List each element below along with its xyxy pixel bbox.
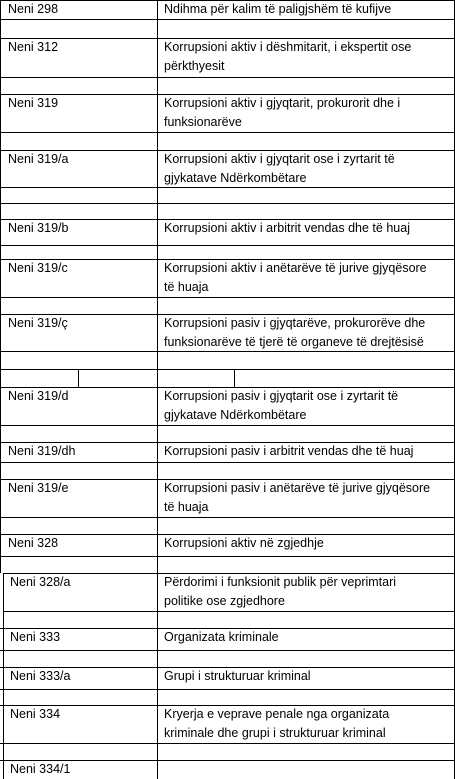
article-description-line: Korrupsioni pasiv i gjyqtarëve, prokurorëve dhe bbox=[164, 316, 426, 330]
table-row-divider bbox=[0, 351, 455, 352]
article-number: Neni 333/a bbox=[10, 669, 71, 683]
table-row-divider bbox=[0, 19, 455, 20]
table-row-divider bbox=[0, 245, 455, 246]
article-number: Neni 328 bbox=[8, 536, 59, 550]
table-row-divider bbox=[0, 689, 455, 690]
article-description-line: Përdorimi i funksionit publik për veprimtari bbox=[164, 575, 397, 589]
table-left-border bbox=[3, 573, 4, 779]
article-description-line: Korrupsioni aktiv në zgjedhje bbox=[164, 536, 324, 550]
article-description-line: përkthyesit bbox=[164, 59, 225, 73]
article-description-line: Korrupsioni pasiv i gjyqtarit ose i zyrtarit të bbox=[164, 389, 399, 403]
article-description-line: funksionarëve të tjerë të organeve të drejtësisë bbox=[164, 335, 424, 349]
article-number: Neni 319/d bbox=[8, 389, 69, 403]
article-number: Neni 319/b bbox=[8, 221, 69, 235]
table-left-border bbox=[0, 0, 1, 573]
article-number: Neni 334/1 bbox=[10, 762, 71, 776]
table-row-divider bbox=[0, 132, 455, 133]
article-number: Neni 298 bbox=[8, 2, 59, 16]
article-description-line: Korrupsioni pasiv i arbitrit vendas dhe të huaj bbox=[164, 444, 414, 458]
table-column-divider bbox=[157, 0, 158, 779]
table-cell-divider bbox=[78, 369, 79, 387]
article-description-line: Organizata kriminale bbox=[164, 630, 279, 644]
article-description-line: Kryerja e veprave penale nga organizata bbox=[164, 707, 390, 721]
article-description-line: kriminale dhe grupi i strukturuar kriminal bbox=[164, 726, 386, 740]
article-number: Neni 319/c bbox=[8, 261, 68, 275]
article-description-line: të huaja bbox=[164, 500, 209, 514]
article-number: Neni 328/a bbox=[10, 575, 71, 589]
table-row-divider bbox=[0, 517, 455, 518]
article-description-line: Korrupsioni aktiv i anëtarëve të jurive gjyqësore bbox=[164, 261, 427, 275]
table-row-divider bbox=[0, 462, 455, 463]
table-row-divider bbox=[0, 297, 455, 298]
article-number: Neni 319 bbox=[8, 96, 59, 110]
article-number: Neni 334 bbox=[10, 707, 61, 721]
article-description-line: politike ose zgjedhore bbox=[164, 594, 285, 608]
table-row-divider bbox=[0, 187, 455, 188]
article-description-line: Korrupsioni aktiv i gjyqtarit, prokurorit dhe i bbox=[164, 96, 401, 110]
table-row-divider bbox=[0, 369, 455, 370]
article-number: Neni 312 bbox=[8, 40, 59, 54]
table-row-divider bbox=[0, 425, 455, 426]
article-description-line: gjykatave Ndërkombëtare bbox=[164, 408, 307, 422]
article-description-line: funksionarëve bbox=[164, 115, 242, 129]
table-cell-divider bbox=[234, 369, 235, 387]
article-description-line: Korrupsioni aktiv i gjyqtarit ose i zyrtarit të bbox=[164, 152, 395, 166]
article-description-line: Korrupsioni pasiv i anëtarëve të jurive gjyqësore bbox=[164, 481, 431, 495]
article-number: Neni 319/a bbox=[8, 152, 69, 166]
table-row-divider bbox=[0, 203, 455, 204]
article-number: Neni 319/e bbox=[8, 481, 69, 495]
table-row-divider bbox=[0, 650, 455, 651]
article-description-line: Korrupsioni aktiv i arbitrit vendas dhe të huaj bbox=[164, 221, 410, 235]
table-row-divider bbox=[0, 556, 455, 557]
article-number: Neni 319/ç bbox=[8, 316, 68, 330]
article-description-line: Grupi i strukturuar kriminal bbox=[164, 669, 311, 683]
article-number: Neni 319/dh bbox=[8, 444, 76, 458]
article-description-line: të huaja bbox=[164, 280, 209, 294]
table-row-divider bbox=[0, 743, 455, 744]
article-description-line: Korrupsioni aktiv i dëshmitarit, i ekspertit ose bbox=[164, 40, 412, 54]
article-description-line: Ndihma për kalim të paligjshëm të kufijve bbox=[164, 2, 392, 16]
table-row-divider bbox=[0, 77, 455, 78]
article-description-line: gjykatave Ndërkombëtare bbox=[164, 171, 307, 185]
article-number: Neni 333 bbox=[10, 630, 61, 644]
table-row-divider bbox=[3, 611, 455, 612]
